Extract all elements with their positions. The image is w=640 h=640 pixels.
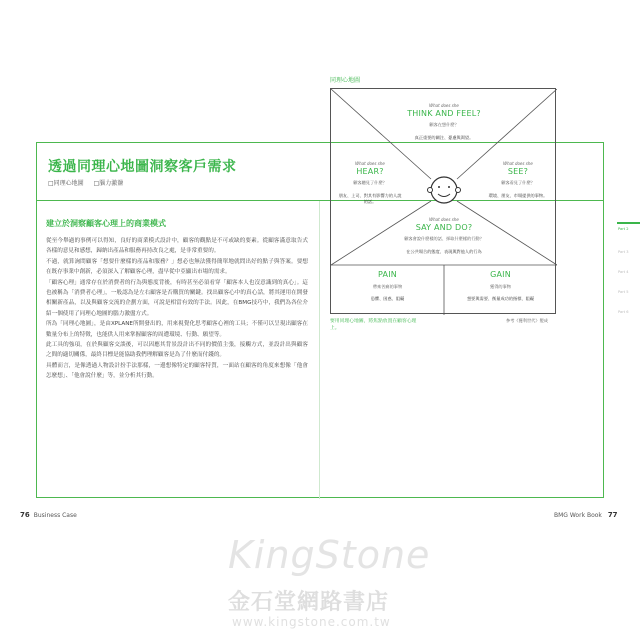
map-caption: 要用同理心地圖，將焦點放置在顧客心理上。 xyxy=(330,319,417,331)
paragraph-3: 「顧客心理」通常存在於消費者的行為與態度背後，有時甚至必須看穿「顧客本人也沒意識到的真心」。這也被稱為「消費者心理」，一般認為是左右顧客是否購買的關鍵。找出顧客心中的真心話，將其運用在開發相關新產品，以及與顧客交流的企劃方面，可說是相當有效的手法。因此，在BMG技巧中，我們為各位介紹一個使用了同理心地圖的腦力激盪方式。 xyxy=(46,279,308,317)
map-reference: 參考《獲利世代》製成 xyxy=(506,318,548,323)
hear-question: What does she xyxy=(355,161,385,166)
say-label: 顧客會說什麼樣的話、採取什麼樣的行動？ xyxy=(404,236,484,241)
page-title: 透過同理心地圖洞察客戶需求 xyxy=(48,159,237,175)
say-title: SAY AND DO? xyxy=(415,223,473,232)
tag-brainstorm: □腦力激盪 xyxy=(93,180,124,187)
right-footer-label: BMG Work Book xyxy=(554,512,602,519)
body-text xyxy=(46,236,308,382)
empathy-map xyxy=(330,88,556,314)
pain-desc: 恐懼、困惑、阻礙 xyxy=(370,296,405,301)
side-tab-part3[interactable]: Part 3 xyxy=(618,250,629,254)
page-spine xyxy=(319,201,320,499)
footer-left xyxy=(20,511,77,519)
active-tab-bar xyxy=(617,222,640,224)
section-heading: 建立於洞察顧客心理上的商業模式 xyxy=(46,219,166,228)
hear-desc: 朋友、上司、對其有影響力的人說的話。 xyxy=(338,193,402,204)
pain-title: PAIN xyxy=(378,270,397,279)
think-title: THINK AND FEEL? xyxy=(407,109,481,118)
left-footer-label: Business Case xyxy=(33,512,77,519)
paragraph-2: 不過，就算詢問顧客「想要什麼樣的產品和服務？」想必也無法獲得簡單地就問出好的點子與答案。要想在既存事業中創新，必須深入了解顧客心理，盡早從中亞顯出市場的需求。 xyxy=(46,258,308,276)
right-page-number: 77 xyxy=(607,511,618,519)
watermark-chinese: 金石堂網路書店 xyxy=(228,590,390,615)
watermark-url: www.kingstone.com.tw xyxy=(232,615,391,629)
hear-label: 顧客聽見了什麼？ xyxy=(353,180,387,185)
say-question: What does she xyxy=(429,217,459,222)
think-desc: 真正重要的關注、憂慮與渴望。 xyxy=(414,135,474,140)
think-question: What does she xyxy=(429,103,459,108)
face-icon xyxy=(428,177,461,203)
gain-desc: 想要與需要、衡量成功的指標、阻礙 xyxy=(466,296,534,301)
side-tab-part2[interactable]: Part 2 xyxy=(618,227,629,231)
side-tab-part4[interactable]: Part 4 xyxy=(618,270,629,274)
tag-list xyxy=(48,178,131,187)
see-title: SEE? xyxy=(507,167,529,176)
side-tab-part5[interactable]: Part 5 xyxy=(618,290,629,294)
tag-empathy-map: □同理心地圖 xyxy=(48,180,84,187)
pain-label: 帶來苦痛的事物 xyxy=(372,284,403,289)
empathy-map-heading: 同理心地圖 xyxy=(330,77,361,84)
paragraph-6: 具體而言，是像透過人物設計扮手法那樣，一邊想像特定的顧客特質，一面站在顧客的角度來想像「他會怎麼想」、「他會說什麼」等，並分析其行動。 xyxy=(46,362,308,380)
side-tab-part6[interactable]: Part 6 xyxy=(618,310,629,314)
see-label: 顧客看見了什麼？ xyxy=(501,180,535,185)
footer-right xyxy=(554,511,618,519)
think-label: 顧客在想什麼？ xyxy=(429,122,459,127)
watermark-brand: KingStone xyxy=(228,533,431,577)
gain-title: GAIN xyxy=(490,270,511,279)
paragraph-5: 此工具的強項，在於與顧客交談後，可以因應其背景設計出不同的價值主張，接觸方式，並設計出與顧客之間的適切關係，最終目標是能協助我們理解顧客是為了什麼而付錢的。 xyxy=(46,342,308,359)
gain-label: 獲得的事物 xyxy=(490,284,511,289)
paragraph-4: 所為「同理心地圖」，是由XPLANE所開發出的，用來視覺化思考顧客心裡的工具；不僅可以呈現出顧客在數量分布上的特徵，也能供人用來掌握顧客的周遭環境、行動、願望等。 xyxy=(46,321,308,338)
see-question: What does she xyxy=(503,161,533,166)
see-desc: 環境、朋友、市場提供的事物。 xyxy=(488,193,548,198)
paragraph-1: 從至今舉過的事例可以得知，良好的商業模式設計中，顧客的觀點是不可或缺的要素。從顧客滿意取告式各樣的意見和感想，歸納出產品和服務再持改良之處，是非常重要的。 xyxy=(46,238,308,255)
say-desc: 在公共場合的態度、表現與對他人的行為 xyxy=(406,249,482,254)
left-page-number: 76 xyxy=(20,511,30,519)
hear-title: HEAR? xyxy=(356,167,384,176)
